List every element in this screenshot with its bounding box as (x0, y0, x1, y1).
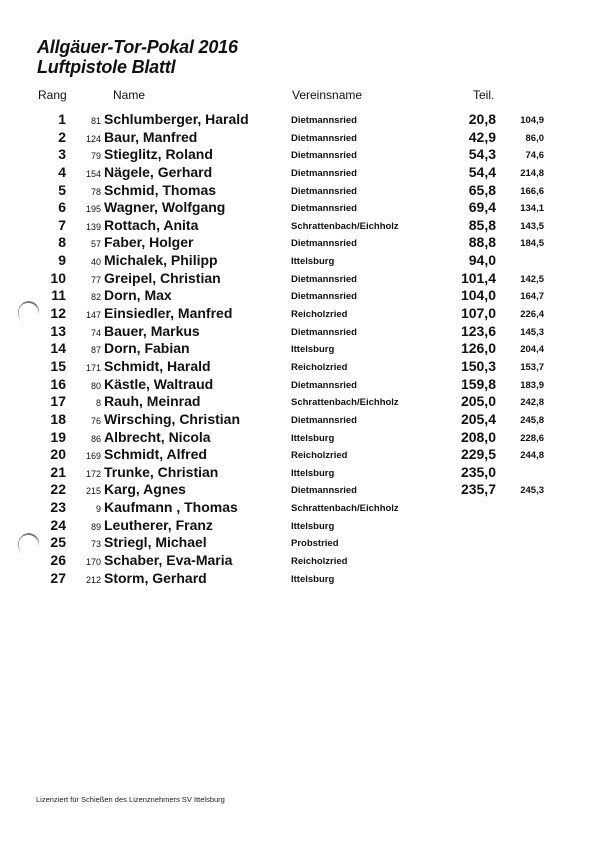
teiler-value-cell: 208,0 (460, 428, 496, 445)
rank-cell: 6 (58, 199, 66, 216)
shooter-name-cell: Dorn, Max (104, 287, 172, 304)
start-number-cell: 79 (90, 151, 101, 162)
club-name-cell: Ittelsburg (291, 467, 335, 479)
club-name-cell: Dietmannsried (291, 115, 357, 126)
shooter-name-cell: Schmidt, Alfred (104, 446, 207, 463)
shooter-name-cell: Kästle, Waltraud (104, 375, 214, 392)
table-row (0, 464, 600, 482)
start-number-cell: 77 (90, 274, 101, 285)
second-teiler-value-cell: 214,8 (520, 167, 544, 179)
start-number-cell: 169 (85, 451, 101, 462)
teiler-value-cell: 101,4 (460, 269, 496, 286)
table-row (0, 323, 600, 341)
second-teiler-value-cell: 142,5 (520, 273, 544, 285)
start-number-cell: 8 (95, 398, 101, 409)
shooter-name-cell: Wirsching, Christian (104, 410, 241, 427)
shooter-name-cell: Baur, Manfred (104, 128, 198, 145)
shooter-name-cell: Trunke, Christian (104, 463, 219, 480)
teiler-value-cell: 205,0 (460, 393, 496, 410)
shooter-name-cell: Karg, Agnes (104, 481, 186, 498)
start-number-cell: 89 (90, 521, 101, 532)
club-name-cell: Dietmannsried (291, 291, 357, 303)
teiler-value-cell: 104,0 (460, 287, 496, 304)
table-row (0, 182, 600, 200)
start-number-cell: 86 (90, 433, 101, 444)
shooter-name-cell: Rottach, Anita (104, 216, 199, 233)
second-teiler-value-cell: 145,3 (520, 326, 544, 338)
second-teiler-value-cell: 164,7 (520, 291, 544, 303)
rank-cell: 11 (51, 287, 66, 304)
club-name-cell: Dietmannsried (291, 185, 357, 197)
second-teiler-value-cell: 86,0 (525, 132, 544, 144)
rank-cell: 9 (58, 252, 66, 269)
second-teiler-value-cell: 166,6 (520, 185, 544, 197)
second-teiler-value-cell: 228,6 (520, 432, 544, 444)
teiler-value-cell: 88,8 (468, 234, 496, 251)
second-teiler-value-cell: 134,1 (520, 203, 544, 215)
rank-cell: 26 (50, 552, 66, 569)
start-number-cell: 9 (95, 504, 101, 515)
club-name-cell: Dietmannsried (291, 238, 357, 250)
teiler-value-cell: 123,6 (460, 322, 496, 339)
second-teiler-value-cell: 74,6 (525, 150, 544, 162)
club-name-cell: Probstried (291, 538, 339, 550)
column-header-rang: Rang (38, 88, 67, 102)
start-number-cell: 57 (90, 239, 101, 250)
start-number-cell: 87 (90, 345, 101, 356)
shooter-name-cell: Faber, Holger (104, 234, 194, 251)
rank-cell: 15 (50, 357, 66, 374)
table-row (0, 552, 600, 570)
second-teiler-value-cell: 204,4 (520, 344, 544, 356)
teiler-value-cell: 42,9 (468, 128, 496, 145)
table-row (0, 199, 600, 217)
second-teiler-value-cell: 104,9 (520, 115, 544, 126)
table-row (0, 270, 600, 288)
club-name-cell: Ittelsburg (291, 520, 335, 532)
club-name-cell: Reicholzried (291, 361, 348, 373)
club-name-cell: Ittelsburg (291, 256, 335, 268)
second-teiler-value-cell: 244,8 (520, 450, 544, 462)
second-teiler-value-cell: 153,7 (520, 361, 544, 373)
club-name-cell: Dietmannsried (291, 485, 357, 497)
start-number-cell: 171 (85, 362, 101, 373)
start-number-cell: 82 (90, 292, 101, 303)
shooter-name-cell: Schlumberger, Harald (104, 111, 249, 127)
teiler-value-cell: 229,5 (460, 446, 496, 463)
start-number-cell: 212 (85, 574, 101, 585)
club-name-cell: Reicholzried (291, 450, 348, 462)
club-name-cell: Reicholzried (291, 556, 348, 568)
teiler-value-cell: 94,0 (468, 252, 496, 269)
rank-cell: 10 (50, 269, 66, 286)
shooter-name-cell: Nägele, Gerhard (104, 163, 213, 180)
column-header-teil: Teil. (473, 88, 495, 102)
club-name-cell: Dietmannsried (291, 203, 357, 215)
teiler-value-cell: 235,7 (460, 481, 496, 498)
start-number-cell: 154 (85, 168, 101, 179)
shooter-name-cell: Greipel, Christian (104, 269, 221, 286)
club-name-cell: Schrattenbach/Eichholz (291, 220, 399, 232)
table-row (0, 129, 600, 147)
shooter-name-cell: Storm, Gerhard (104, 569, 207, 586)
start-number-cell: 172 (85, 468, 101, 479)
club-name-cell: Dietmannsried (291, 326, 357, 338)
teiler-value-cell: 235,0 (460, 463, 496, 480)
table-row (0, 287, 600, 305)
start-number-cell: 147 (85, 310, 101, 321)
shooter-name-cell: Wagner, Wolfgang (104, 199, 226, 216)
teiler-value-cell: 107,0 (460, 305, 496, 322)
shooter-name-cell: Albrecht, Nicola (104, 428, 211, 445)
club-name-cell: Dietmannsried (291, 132, 357, 144)
rank-cell: 22 (50, 481, 66, 498)
start-number-cell: 73 (90, 539, 101, 550)
table-row (0, 429, 600, 447)
club-name-cell: Dietmannsried (291, 167, 357, 179)
rank-cell: 1 (58, 111, 66, 127)
rank-cell: 21 (50, 463, 66, 480)
table-row (0, 534, 600, 552)
table-row (0, 499, 600, 517)
table-row (0, 146, 600, 164)
start-number-cell: 78 (90, 186, 101, 197)
teiler-value-cell: 150,3 (460, 357, 496, 374)
shooter-name-cell: Stieglitz, Roland (104, 146, 213, 163)
second-teiler-value-cell: 183,9 (520, 379, 544, 391)
club-name-cell: Ittelsburg (291, 344, 335, 356)
second-teiler-value-cell: 242,8 (520, 397, 544, 409)
club-name-cell: Dietmannsried (291, 414, 357, 426)
teiler-value-cell: 205,4 (460, 410, 496, 427)
rank-cell: 14 (50, 340, 66, 357)
table-row (0, 393, 600, 411)
rank-cell: 3 (58, 146, 66, 163)
table-row (0, 252, 600, 270)
column-header-name: Name (113, 88, 146, 102)
teiler-value-cell: 20,8 (468, 111, 496, 127)
club-name-cell: Dietmannsried (291, 273, 357, 285)
start-number-cell: 76 (90, 415, 101, 426)
second-teiler-value-cell: 184,5 (520, 238, 544, 250)
second-teiler-value-cell: 245,3 (520, 485, 544, 497)
rank-cell: 5 (58, 181, 66, 198)
teiler-value-cell: 159,8 (460, 375, 496, 392)
rank-cell: 17 (50, 393, 66, 410)
club-name-cell: Ittelsburg (291, 573, 335, 585)
table-row (0, 111, 600, 129)
start-number-cell: 170 (85, 557, 101, 568)
rank-cell: 4 (58, 163, 66, 180)
teiler-value-cell: 69,4 (468, 199, 496, 216)
teiler-value-cell: 54,3 (468, 146, 496, 163)
rank-cell: 18 (50, 410, 66, 427)
document-title: Allgäuer-Tor-Pokal 2016 (37, 37, 238, 57)
second-teiler-value-cell: 245,8 (520, 414, 544, 426)
teiler-value-cell: 126,0 (460, 340, 496, 357)
table-row (0, 517, 600, 535)
table-row (0, 570, 600, 588)
shooter-name-cell: Kaufmann , Thomas (104, 499, 238, 516)
start-number-cell: 215 (85, 486, 101, 497)
start-number-cell: 124 (85, 133, 101, 144)
start-number-cell: 139 (85, 221, 101, 232)
start-number-cell: 80 (90, 380, 101, 391)
teiler-value-cell: 54,4 (468, 163, 496, 180)
teiler-value-cell: 65,8 (468, 181, 496, 198)
shooter-name-cell: Bauer, Markus (104, 322, 200, 339)
second-teiler-value-cell: 143,5 (520, 220, 544, 232)
table-row (0, 376, 600, 394)
shooter-name-cell: Dorn, Fabian (104, 340, 190, 357)
table-row (0, 358, 600, 376)
license-footer: Lizenziert für Schießen des Lizenznehmers SV Ittelsburg (36, 795, 225, 804)
shooter-name-cell: Schmidt, Harald (104, 357, 211, 374)
rank-cell: 13 (50, 322, 66, 339)
table-row (0, 164, 600, 182)
teiler-value-cell: 85,8 (468, 216, 496, 233)
shooter-name-cell: Leutherer, Franz (104, 516, 213, 533)
document-subtitle: Luftpistole Blattl (37, 57, 176, 77)
rank-cell: 25 (50, 534, 66, 551)
column-header-verein: Vereinsname (292, 88, 363, 102)
table-row (0, 446, 600, 464)
table-row (0, 340, 600, 358)
shooter-name-cell: Striegl, Michael (104, 534, 207, 551)
start-number-cell: 195 (85, 204, 101, 215)
table-row (0, 305, 600, 323)
club-name-cell: Schrattenbach/Eichholz (291, 397, 399, 409)
rank-cell: 2 (58, 128, 66, 145)
table-row (0, 217, 600, 235)
results-table (0, 111, 600, 587)
club-name-cell: Reicholzried (291, 309, 348, 321)
table-row (0, 481, 600, 499)
shooter-name-cell: Schaber, Eva-Maria (104, 552, 233, 569)
rank-cell: 23 (50, 499, 66, 516)
rank-cell: 8 (58, 234, 66, 251)
rank-cell: 27 (50, 569, 66, 586)
start-number-cell: 81 (90, 116, 101, 126)
rank-cell: 7 (58, 216, 66, 233)
rank-cell: 24 (50, 516, 66, 533)
start-number-cell: 74 (90, 327, 101, 338)
shooter-name-cell: Schmid, Thomas (104, 181, 217, 198)
table-row (0, 234, 600, 252)
table-row (0, 411, 600, 429)
start-number-cell: 40 (90, 257, 101, 268)
shooter-name-cell: Rauh, Meinrad (104, 393, 201, 410)
rank-cell: 19 (50, 428, 66, 445)
rank-cell: 16 (50, 375, 66, 392)
rank-cell: 20 (50, 446, 66, 463)
shooter-name-cell: Einsiedler, Manfred (104, 305, 233, 322)
club-name-cell: Dietmannsried (291, 150, 357, 162)
club-name-cell: Schrattenbach/Eichholz (291, 503, 399, 515)
rank-cell: 12 (50, 305, 66, 322)
club-name-cell: Dietmannsried (291, 379, 357, 391)
second-teiler-value-cell: 226,4 (520, 309, 544, 321)
shooter-name-cell: Michalek, Philipp (104, 252, 218, 269)
club-name-cell: Ittelsburg (291, 432, 335, 444)
